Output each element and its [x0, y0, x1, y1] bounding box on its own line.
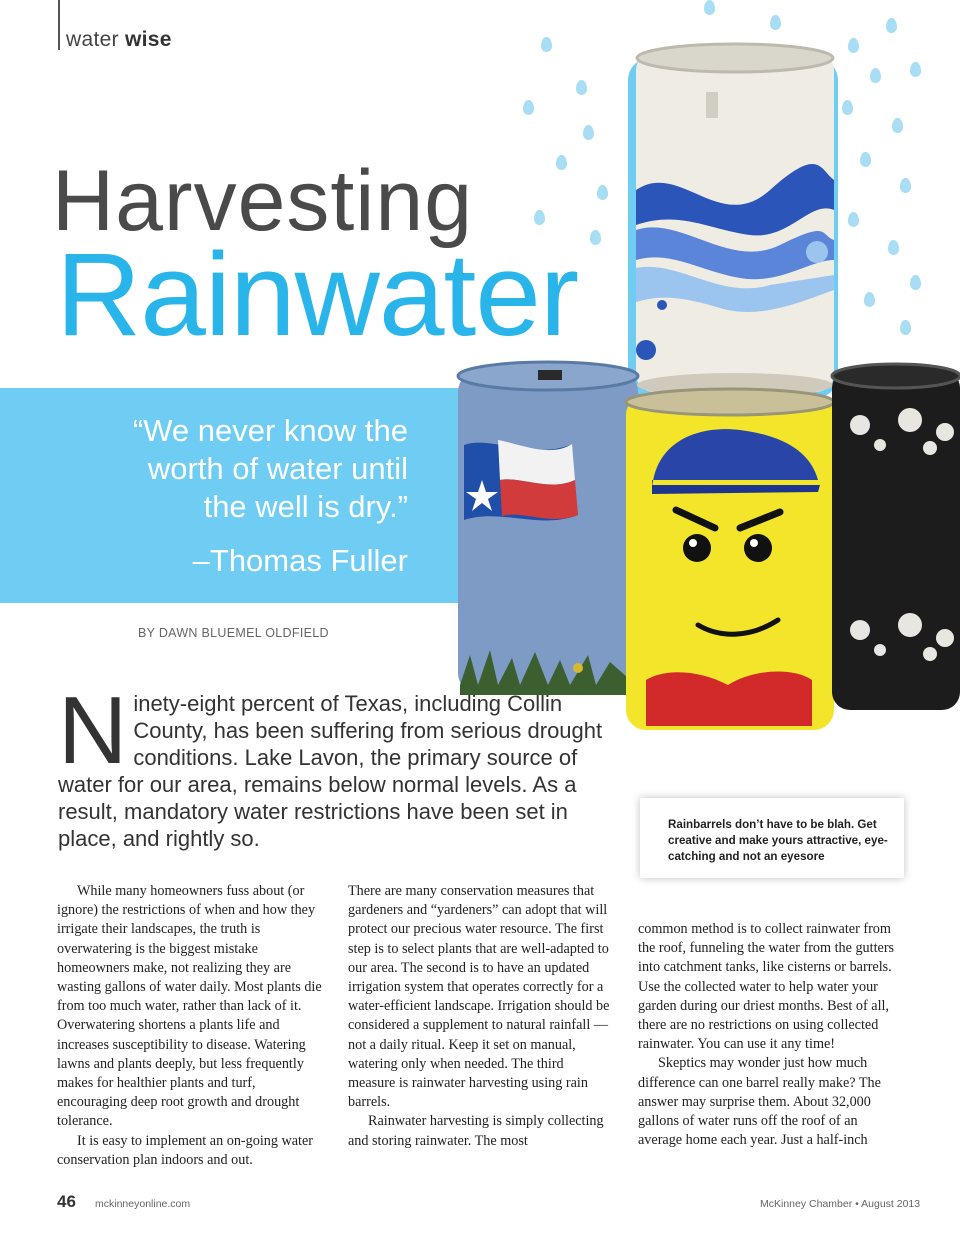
- body-column-3: [638, 920, 904, 1150]
- quote-line: the well is dry.”: [203, 489, 408, 524]
- white-wave-barrel: [628, 44, 838, 398]
- body-column-1: [57, 882, 323, 1170]
- raindrop-icon: [770, 15, 781, 30]
- quote-line: worth of water until: [147, 451, 408, 486]
- photo-caption: Rainbarrels don’t have to be blah. Get creative and make yours attractive, eye-catching and not an eyesore: [668, 818, 888, 863]
- body-paragraph: Skeptics may wonder just how much difference can one barrel really make? The answer may surprise them. About 32,000 gallons of water runs off the roof of an average home each year. Just a half-inch: [638, 1055, 881, 1149]
- pull-quote: [60, 412, 408, 526]
- quote-author: –Thomas Fuller: [192, 543, 408, 578]
- page-number: 46: [57, 1192, 76, 1211]
- texas-flag-barrel: [458, 362, 638, 695]
- footer-publication: McKinney Chamber • August 2013: [760, 1198, 921, 1210]
- title-line-2: Rainwater: [56, 229, 579, 361]
- raindrop-icon: [886, 18, 897, 33]
- byline: BY DAWN BLUEMEL OLDFIELD: [138, 626, 329, 640]
- body-paragraph: It is easy to implement an on-going water conservation plan indoors and out.: [57, 1132, 314, 1168]
- body-paragraph: Rainwater harvesting is simply collecting and storing rainwater. The most: [348, 1113, 604, 1149]
- black-damask-barrel: [832, 364, 960, 710]
- body-paragraph: There are many conservation measures that gardeners and “yardeners” can adopt that will protect our precious water resource. The first step is to select plants that are well-adapted to our area. The second is to have an updated irrigation system that operates correctly for a water-efficient landscape. Irrigation should be considered a supplement to natural rainfall — not a daily ritual. Keep it set on manual, watering only when needed. The third measure is rainwater harvesting using rain barrels.: [348, 883, 610, 1111]
- texas-flag-icon: [464, 440, 578, 520]
- section-rule: [58, 0, 60, 50]
- lead-text: inety-eight percent of Texas, including Collin County, has been suffering from serious drought conditions. Lake Lavon, the primary source of water for our area, remains below normal levels. As a result, mandatory water restrictions have been set in place, and rightly so.: [58, 691, 603, 851]
- yellow-face-barrel: [626, 389, 834, 730]
- lead-paragraph: [58, 677, 618, 852]
- section-label-bold: wise: [125, 28, 172, 51]
- drop-cap: N: [58, 677, 128, 784]
- quote-line: “We never know the: [132, 413, 408, 448]
- body-paragraph: While many homeowners fuss about (or ignore) the restrictions of when and how they irrigate their landscapes, the truth is overwatering is the biggest mistake homeowners make, not realizing they are wasting gallons of water daily. Most plants die from too much water, rather than lack of it. Overwatering shortens a plants life and increases susceptibility to disease. Watering lawns and plants deeply, but less frequently makes for healthier plants and turf, encouraging deep root growth and drought tolerance.: [57, 883, 322, 1130]
- body-paragraph: common method is to collect rainwater from the roof, funneling the water from the gutters into catchment tanks, like cisterns or barrels. Use the collected water to help water your garden during our driest months. Best of all, there are no restrictions on using collected rainwater. You can use it any time!: [638, 921, 895, 1053]
- rain-barrels-illustration: [440, 40, 960, 730]
- title-line-1: Harvesting: [52, 153, 474, 249]
- footer-website: mckinneyonline.com: [95, 1198, 191, 1210]
- raindrop-icon: [704, 0, 715, 15]
- section-label-light: water: [66, 28, 119, 51]
- body-column-2: [348, 882, 612, 1151]
- section-label: [66, 28, 172, 52]
